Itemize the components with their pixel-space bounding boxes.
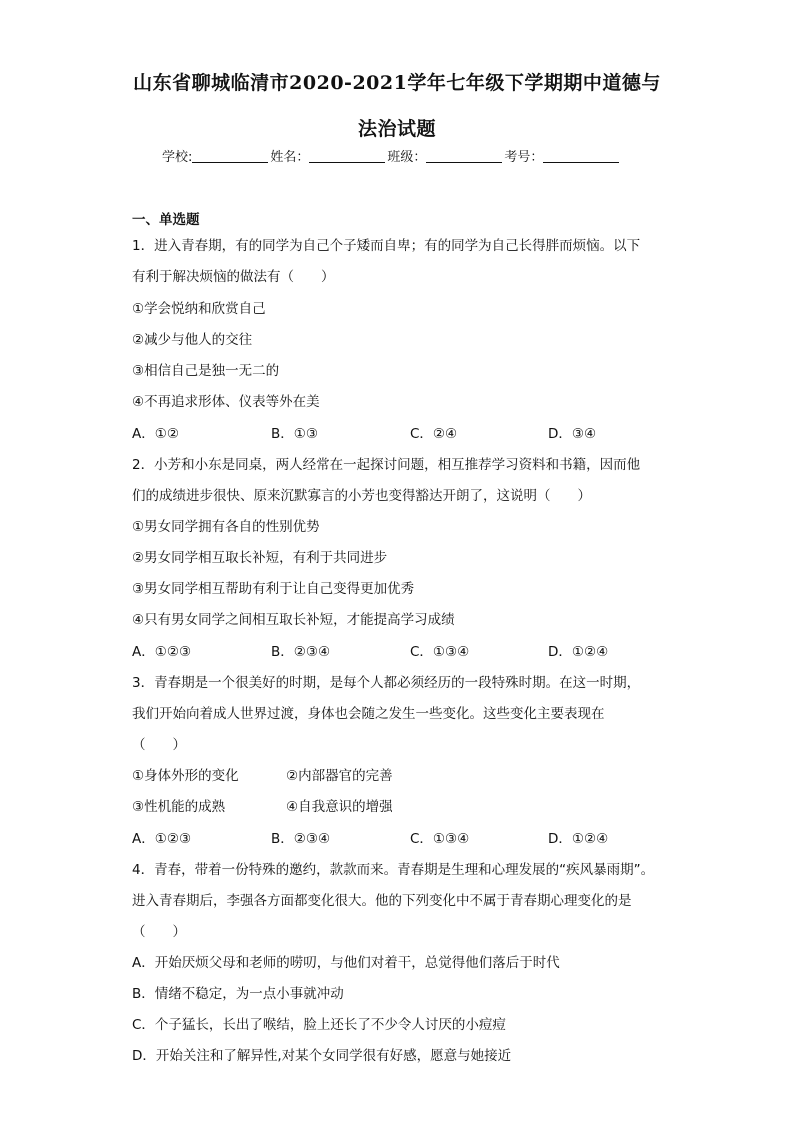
q3-option-b[interactable]: B．②③④	[271, 831, 331, 847]
q1-item-1: ①学会悦纳和欣赏自己	[132, 301, 266, 317]
q4-option-b[interactable]: B．情绪不稳定，为一点小事就冲动	[132, 986, 344, 1002]
class-label: 班级：	[387, 150, 427, 165]
name-label: 姓名：	[270, 150, 310, 165]
q3-items-row-2	[132, 795, 393, 815]
school-blank[interactable]	[192, 148, 268, 163]
q3-option-d[interactable]: D．①②④	[548, 831, 609, 847]
q4-option-d[interactable]: D．开始关注和了解异性,对某个女同学很有好感，愿意与她接近	[132, 1048, 512, 1064]
q3-item-2: ②内部器官的完善	[286, 768, 393, 784]
q2-item-2: ②男女同学相互取长补短，有利于共同进步	[132, 550, 388, 566]
q3-item-1: ①身体外形的变化	[132, 768, 239, 784]
q2-option-a[interactable]: A．①②③	[132, 644, 192, 660]
q1-stem-line-2: 有利于解决烦恼的做法有（ ）	[132, 269, 335, 285]
exam-title-line-2: 法治试题	[357, 118, 436, 140]
exam-title-line-1: 山东省聊城临清市2020-2021学年七年级下学期期中道德与	[133, 72, 661, 94]
q2-option-b[interactable]: B．②③④	[271, 644, 331, 660]
q2-stem-line-1: 2．小芳和小东是同桌，两人经常在一起探讨问题，相互推荐学习资料和书籍，因而他	[132, 457, 641, 473]
q3-stem-line-3: （ ）	[132, 737, 186, 753]
q1-option-a[interactable]: A．①②	[132, 426, 179, 442]
q1-option-b[interactable]: B．①③	[271, 426, 318, 442]
q1-option-c[interactable]: C．②④	[410, 426, 458, 442]
q4-option-c[interactable]: C．个子猛长，长出了喉结，脸上还长了不少令人讨厌的小痘痘	[132, 1017, 506, 1033]
q2-stem-line-2: 们的成绩进步很快、原来沉默寡言的小芳也变得豁达开朗了，这说明（ ）	[132, 488, 591, 504]
q1-item-3: ③相信自己是独一无二的	[132, 363, 280, 379]
q2-item-4: ④只有男女同学之间相互取长补短，才能提高学习成绩	[132, 612, 455, 628]
number-label: 考号：	[504, 150, 544, 165]
q3-item-4: ④自我意识的增强	[286, 799, 393, 815]
q1-item-2: ②减少与他人的交往	[132, 332, 253, 348]
class-blank[interactable]	[426, 148, 502, 163]
q1-option-d[interactable]: D．③④	[548, 426, 597, 442]
q3-items-row-1	[132, 764, 393, 784]
school-label: 学校:	[162, 150, 193, 165]
q3-stem-line-2: 我们开始向着成人世界过渡，身体也会随之发生一些变化。这些变化主要表现在	[132, 706, 605, 722]
q2-option-d[interactable]: D．①②④	[548, 644, 609, 660]
q3-option-c[interactable]: C．①③④	[410, 831, 470, 847]
q3-option-a[interactable]: A．①②③	[132, 831, 192, 847]
q4-option-a[interactable]: A．开始厌烦父母和老师的唠叨，与他们对着干，总觉得他们落后于时代	[132, 955, 560, 971]
q4-stem-line-2: 进入青春期后，李强各方面都变化很大。他的下列变化中不属于青春期心理变化的是	[132, 893, 632, 909]
q3-item-3: ③性机能的成熟	[132, 799, 226, 815]
student-info-row	[162, 146, 621, 165]
q3-stem-line-1: 3．青春期是一个很美好的时期，是每个人都必须经历的一段特殊时期。在这一时期，	[132, 675, 641, 691]
q2-item-1: ①男女同学拥有各自的性别优势	[132, 519, 320, 535]
q4-stem-line-1: 4．青春，带着一份特殊的邀约，款款而来。青春期是生理和心理发展的“疾风暴雨期”。	[132, 862, 655, 878]
q2-option-c[interactable]: C．①③④	[410, 644, 470, 660]
q1-item-4: ④不再追求形体、仪表等外在美	[132, 394, 320, 410]
number-blank[interactable]	[543, 148, 619, 163]
q1-stem-line-1: 1．进入青春期，有的同学为自己个子矮而自卑；有的同学为自己长得胖而烦恼。以下	[132, 238, 641, 254]
section-title: 一、单选题	[132, 212, 200, 228]
name-blank[interactable]	[309, 148, 385, 163]
q2-item-3: ③男女同学相互帮助有利于让自己变得更加优秀	[132, 581, 415, 597]
q4-stem-line-3: （ ）	[132, 924, 186, 940]
